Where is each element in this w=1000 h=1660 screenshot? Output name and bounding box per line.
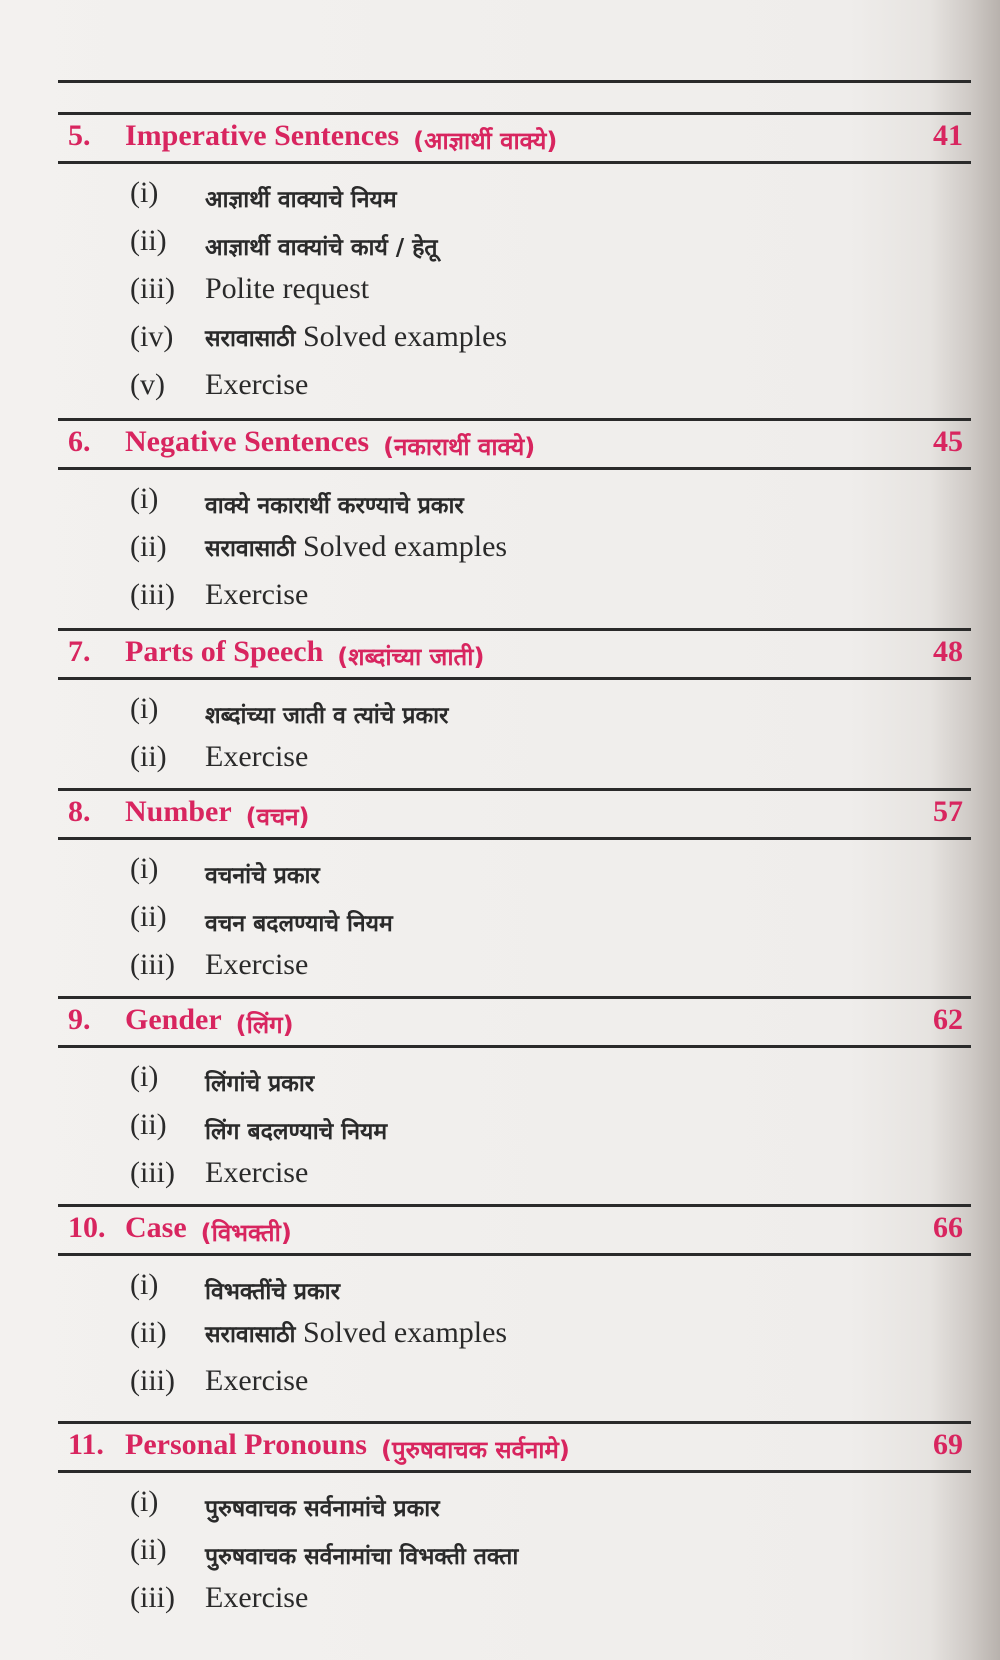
item-label: Exercise — [205, 1364, 309, 1397]
item-label: शब्दांच्या जाती व त्यांचे प्रकार — [205, 703, 449, 729]
item-label: Solved examples — [302, 530, 508, 563]
section-page-number: 41 — [933, 119, 963, 152]
section-number: 6. — [68, 425, 91, 458]
item-label: Exercise — [205, 948, 309, 981]
section-heading[interactable] — [58, 996, 971, 1048]
section-title: Number — [125, 795, 232, 828]
section-page-number: 62 — [933, 1003, 963, 1036]
item-number: (iii) — [130, 1581, 175, 1614]
item-text — [205, 1316, 507, 1350]
item-label: Exercise — [205, 578, 309, 611]
section-number: 10. — [68, 1211, 106, 1244]
section-heading[interactable] — [58, 1421, 971, 1473]
item-number: (i) — [130, 1060, 159, 1093]
section-title: Negative Sentences — [125, 425, 370, 458]
item-number: (iii) — [130, 948, 175, 981]
item-number: (iii) — [130, 1156, 175, 1189]
section-title-marathi: (वचन) — [245, 803, 310, 831]
section-title-marathi: (विभक्ती) — [200, 1219, 292, 1247]
item-label: Exercise — [205, 1581, 309, 1614]
item-text — [205, 530, 507, 564]
toc-section — [0, 112, 1000, 401]
section-title-marathi: (पुरुषवाचक सर्वनामे) — [380, 1436, 570, 1464]
item-number: (i) — [130, 1268, 159, 1301]
item-label: वचनांचे प्रकार — [205, 863, 320, 889]
item-number: (ii) — [130, 900, 167, 933]
item-number: (ii) — [130, 1533, 167, 1566]
section-title: Gender — [125, 1003, 222, 1036]
item-label: लिंगांचे प्रकार — [205, 1071, 315, 1097]
item-number: (v) — [130, 368, 165, 401]
section-title: Parts of Speech — [125, 635, 324, 668]
section-heading[interactable] — [58, 788, 971, 840]
item-label: Exercise — [205, 1156, 309, 1189]
item-prefix-marathi: सरावासाठी — [205, 326, 296, 352]
item-prefix-marathi: सरावासाठी — [205, 536, 296, 562]
item-number: (ii) — [130, 740, 167, 773]
section-page-number: 57 — [933, 795, 963, 828]
item-label: आज्ञार्थी वाक्याचे नियम — [205, 187, 397, 213]
item-number: (iii) — [130, 578, 175, 611]
item-number: (i) — [130, 176, 159, 209]
top-rule — [58, 80, 971, 83]
section-page-number: 66 — [933, 1211, 963, 1244]
section-number: 5. — [68, 119, 91, 152]
section-page-number: 69 — [933, 1428, 963, 1461]
toc-section — [0, 418, 1000, 611]
item-number: (i) — [130, 692, 159, 725]
section-heading[interactable] — [58, 418, 971, 470]
item-label: Exercise — [205, 740, 309, 773]
item-number: (i) — [130, 852, 159, 885]
item-label: Solved examples — [302, 1316, 508, 1349]
section-title: Imperative Sentences — [125, 119, 400, 152]
item-label: पुरुषवाचक सर्वनामांचे प्रकार — [205, 1496, 440, 1522]
item-text — [205, 320, 507, 354]
toc-section — [0, 1204, 1000, 1397]
item-number: (i) — [130, 482, 159, 515]
item-label: पुरुषवाचक सर्वनामांचा विभक्ती तक्ता — [205, 1544, 519, 1570]
section-number: 8. — [68, 795, 91, 828]
toc-section — [0, 1421, 1000, 1614]
item-number: (ii) — [130, 1316, 167, 1349]
section-title-marathi: (नकारार्थी वाक्ये) — [383, 433, 536, 461]
item-number: (i) — [130, 1485, 159, 1518]
toc-section — [0, 788, 1000, 981]
item-number: (ii) — [130, 1108, 167, 1141]
item-number: (ii) — [130, 530, 167, 563]
toc-section — [0, 628, 1000, 773]
section-title: Personal Pronouns — [125, 1428, 367, 1461]
item-number: (iii) — [130, 1364, 175, 1397]
section-title: Case — [125, 1211, 187, 1244]
item-label: विभक्तींचे प्रकार — [205, 1279, 341, 1305]
section-title-marathi: (शब्दांच्या जाती) — [337, 643, 485, 671]
item-label: आज्ञार्थी वाक्यांचे कार्य / हेतू — [205, 235, 438, 261]
section-page-number: 48 — [933, 635, 963, 668]
section-number: 7. — [68, 635, 91, 668]
section-heading[interactable] — [58, 628, 971, 680]
item-label: लिंग बदलण्याचे नियम — [205, 1119, 388, 1145]
section-number: 11. — [68, 1428, 104, 1461]
section-title-marathi: (लिंग) — [235, 1011, 294, 1039]
item-number: (iv) — [130, 320, 174, 353]
item-label: Solved examples — [302, 320, 508, 353]
item-label: Polite request — [205, 272, 370, 305]
item-label: वचन बदलण्याचे नियम — [205, 911, 393, 937]
section-heading[interactable] — [58, 1204, 971, 1256]
item-label: Exercise — [205, 368, 309, 401]
toc-section — [0, 996, 1000, 1189]
item-prefix-marathi: सरावासाठी — [205, 1322, 296, 1348]
item-number: (ii) — [130, 224, 167, 257]
item-label: वाक्ये नकारार्थी करण्याचे प्रकार — [205, 493, 464, 519]
section-page-number: 45 — [933, 425, 963, 458]
section-number: 9. — [68, 1003, 91, 1036]
section-heading[interactable] — [58, 112, 971, 164]
section-title-marathi: (आज्ञार्थी वाक्ये) — [413, 127, 558, 155]
item-number: (iii) — [130, 272, 175, 305]
